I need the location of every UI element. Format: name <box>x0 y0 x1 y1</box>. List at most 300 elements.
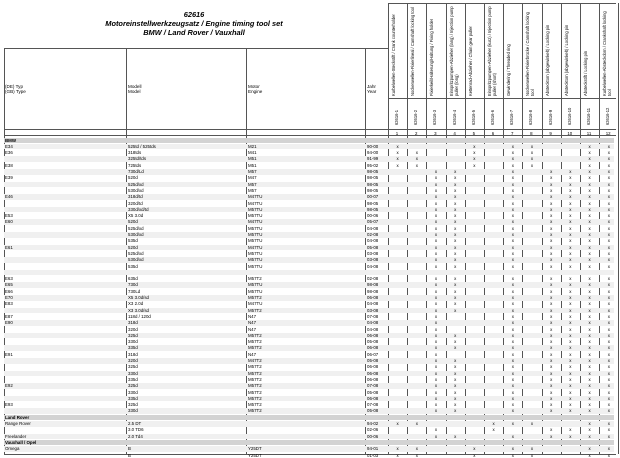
header-year-gb: Year <box>367 89 376 94</box>
fitment-mark: x <box>601 364 617 370</box>
fitment-mark: x <box>428 301 444 307</box>
fitment-mark: x <box>582 301 598 307</box>
fitment-mark: x <box>447 402 463 408</box>
fitment-mark: x <box>466 453 482 458</box>
fitment-mark: x <box>505 150 521 156</box>
fitment-mark: x <box>428 213 444 219</box>
fitment-mark: x <box>447 175 463 181</box>
tool-code-cell <box>428 100 444 128</box>
model-year: 06-08 <box>367 345 389 351</box>
fitment-mark: x <box>447 169 463 175</box>
model-year: 07-08 <box>367 314 389 320</box>
header-type-de: (DE) Typ <box>5 84 23 89</box>
fitment-mark: x <box>524 421 540 427</box>
fitment-mark: x <box>582 156 598 162</box>
fitment-mark: x <box>543 219 559 225</box>
fitment-mark: x <box>562 282 578 288</box>
fitment-mark: x <box>543 207 559 213</box>
fitment-mark: x <box>601 333 617 339</box>
tool-number: 6 <box>485 131 501 136</box>
tool-code: 62616-6 <box>491 110 496 125</box>
fitment-mark: x <box>505 194 521 200</box>
fitment-mark: x <box>582 427 598 433</box>
fitment-mark: x <box>601 408 617 414</box>
tool-code-cell <box>524 100 540 128</box>
vehicle-model: 335d <box>128 377 244 383</box>
fitment-mark: x <box>543 226 559 232</box>
vehicle-model: 2.5 DT <box>128 421 244 427</box>
tool-description-cell <box>428 4 444 98</box>
fitment-mark: x <box>562 358 578 364</box>
fitment-mark: x <box>601 320 617 326</box>
vehicle-type: E60 <box>5 219 123 225</box>
fitment-mark: x <box>390 150 406 156</box>
fitment-mark: x <box>543 402 559 408</box>
part-number: 62616 <box>0 10 388 19</box>
engine-code: N47 <box>248 314 364 320</box>
table-row <box>4 264 614 270</box>
table-row <box>4 226 614 232</box>
model-year: 00-07 <box>367 194 389 200</box>
fitment-mark: x <box>601 427 617 433</box>
fitment-mark: x <box>562 226 578 232</box>
vehicle-model: 3.0 TD6 <box>128 427 244 433</box>
fitment-mark: x <box>447 245 463 251</box>
vehicle-model: 525d/xd <box>128 182 244 188</box>
grid-horizontal-line <box>388 98 616 99</box>
table-row <box>4 257 614 263</box>
table-row <box>4 213 614 219</box>
fitment-mark: x <box>601 238 617 244</box>
model-year: 06-08 <box>367 396 389 402</box>
fitment-mark: x <box>582 188 598 194</box>
fitment-mark: x <box>428 188 444 194</box>
tool-description-cell <box>601 4 617 98</box>
fitment-mark: x <box>428 434 444 440</box>
fitment-mark: x <box>601 402 617 408</box>
tool-number: 4 <box>447 131 463 136</box>
engine-code: M57T2 <box>248 396 364 402</box>
fitment-mark: x <box>582 257 598 263</box>
tool-code: 62616-7 <box>510 110 515 125</box>
vehicle-model: 530d/xd <box>128 257 244 263</box>
fitment-mark: x <box>447 377 463 383</box>
model-year: 94-01 <box>367 446 389 452</box>
fitment-mark: x <box>524 453 540 458</box>
fitment-mark: x <box>505 320 521 326</box>
fitment-mark: x <box>601 345 617 351</box>
engine-code: M57T2 <box>248 339 364 345</box>
grid-horizontal-line <box>388 3 616 4</box>
fitment-mark: x <box>562 169 578 175</box>
fitment-mark: x <box>505 282 521 288</box>
fitment-mark: x <box>601 219 617 225</box>
engine-code: M57T2 <box>248 364 364 370</box>
fitment-mark: x <box>582 182 598 188</box>
table-row <box>4 270 614 276</box>
fitment-mark: x <box>582 308 598 314</box>
fitment-mark: x <box>582 175 598 181</box>
fitment-mark: x <box>447 238 463 244</box>
model-year: 98-05 <box>367 201 389 207</box>
model-year: 05-07 <box>367 219 389 225</box>
fitment-mark: x <box>505 453 521 458</box>
fitment-mark: x <box>486 421 502 427</box>
fitment-mark: x <box>447 282 463 288</box>
fitment-mark: x <box>447 232 463 238</box>
fitment-mark: x <box>447 371 463 377</box>
model-year: 94-02 <box>367 421 389 427</box>
table-row <box>4 182 614 188</box>
fitment-mark: x <box>543 194 559 200</box>
vehicle-model: 330d/xd/td <box>128 207 244 213</box>
vehicle-model: 330d <box>128 339 244 345</box>
vehicle-model: 520d <box>128 175 244 181</box>
fitment-mark: x <box>447 264 463 270</box>
fitment-mark: x <box>562 232 578 238</box>
engine-code: M57T2 <box>248 402 364 408</box>
vehicle-type: E93 <box>5 402 123 408</box>
vehicle-type: E87 <box>5 314 123 320</box>
fitment-mark: x <box>562 257 578 263</box>
engine-code: M57T2 <box>248 408 364 414</box>
fitment-mark: x <box>524 156 540 162</box>
fitment-mark: x <box>543 408 559 414</box>
table-row <box>4 308 614 314</box>
table-row <box>4 339 614 345</box>
fitment-mark: x <box>543 339 559 345</box>
fitment-mark: x <box>409 163 425 169</box>
model-year: 04-08 <box>367 327 389 333</box>
table-row <box>4 194 614 200</box>
engine-code: M47TU <box>248 219 364 225</box>
model-year: 05-08 <box>367 408 389 414</box>
fitment-mark: x <box>582 383 598 389</box>
fitment-mark: x <box>428 314 444 320</box>
fitment-mark: x <box>543 352 559 358</box>
engine-code: M57TU <box>248 232 364 238</box>
fitment-mark: x <box>428 226 444 232</box>
table-section-row <box>4 440 614 446</box>
fitment-mark: x <box>582 371 598 377</box>
fitment-mark: x <box>582 364 598 370</box>
tool-code: 62616-1 <box>395 110 400 125</box>
fitment-mark: x <box>601 201 617 207</box>
table-row <box>4 245 614 251</box>
fitment-mark: x <box>543 345 559 351</box>
vehicle-model: B <box>128 453 244 458</box>
vehicle-type: E63 <box>5 276 123 282</box>
fitment-mark: x <box>447 207 463 213</box>
fitment-mark: x <box>447 257 463 263</box>
fitment-mark: x <box>601 251 617 257</box>
fitment-mark: x <box>447 201 463 207</box>
fitment-mark: x <box>601 188 617 194</box>
fitment-mark: x <box>428 345 444 351</box>
model-year: 03-08 <box>367 251 389 257</box>
table-row <box>4 427 614 433</box>
fitment-mark: x <box>582 251 598 257</box>
fitment-mark: x <box>601 327 617 333</box>
vehicle-type: E83 <box>5 301 123 307</box>
fitment-mark: x <box>562 327 578 333</box>
table-row <box>4 276 614 282</box>
table-row <box>4 421 614 427</box>
table-row <box>4 377 614 383</box>
vehicle-type: Range Rover <box>5 421 123 427</box>
fitment-mark: x <box>505 421 521 427</box>
fitment-mark: x <box>582 327 598 333</box>
fitment-mark: x <box>505 226 521 232</box>
fitment-mark: x <box>543 390 559 396</box>
header-year: Jahr <box>367 84 376 89</box>
model-year: 02-08 <box>367 276 389 282</box>
fitment-mark: x <box>466 446 482 452</box>
table-row <box>4 150 614 156</box>
engine-code: M57TU <box>248 238 364 244</box>
vehicle-model: 318d/td <box>128 194 244 200</box>
fitment-mark: x <box>505 182 521 188</box>
fitment-mark: x <box>582 169 598 175</box>
fitment-mark: x <box>601 169 617 175</box>
fitment-mark: x <box>447 339 463 345</box>
fitment-mark: x <box>543 175 559 181</box>
model-year: 05-08 <box>367 390 389 396</box>
model-year: 06-08 <box>367 333 389 339</box>
fitment-mark: x <box>582 408 598 414</box>
fitment-mark: x <box>524 144 540 150</box>
fitment-mark: x <box>562 339 578 345</box>
table-row <box>4 169 614 175</box>
tool-description: Nockenwellen-Fixierbrücke / Camshaft locking tool <box>526 6 536 96</box>
header-engine-de: Motor <box>248 84 260 89</box>
fitment-mark: x <box>447 345 463 351</box>
fitment-mark: x <box>562 194 578 200</box>
engine-code: N47 <box>248 327 364 333</box>
engine-code: M57T2 <box>248 377 364 383</box>
fitment-mark: x <box>447 301 463 307</box>
fitment-mark: x <box>543 232 559 238</box>
fitment-mark: x <box>505 301 521 307</box>
fitment-mark: x <box>505 402 521 408</box>
fitment-mark: x <box>582 289 598 295</box>
model-year: 02-08 <box>367 232 389 238</box>
fitment-mark: x <box>543 188 559 194</box>
fitment-mark: x <box>543 245 559 251</box>
fitment-mark: x <box>505 333 521 339</box>
tool-code: 62616-10 <box>568 108 573 125</box>
table-row <box>4 327 614 333</box>
fitment-mark: x <box>562 345 578 351</box>
fitment-mark: x <box>428 219 444 225</box>
fitment-mark: x <box>505 408 521 414</box>
fitment-mark: x <box>543 276 559 282</box>
model-year: 91-99 <box>367 156 389 162</box>
table-row <box>4 314 614 320</box>
tool-description-cell <box>544 4 560 98</box>
tool-number: 9 <box>543 131 559 136</box>
fitment-mark: x <box>543 434 559 440</box>
tool-description-cell <box>505 4 521 98</box>
fitment-mark: x <box>505 377 521 383</box>
fitment-mark: x <box>409 421 425 427</box>
fitment-mark: x <box>447 408 463 414</box>
header-model-de: Modell <box>128 84 142 89</box>
fitment-mark: x <box>562 352 578 358</box>
fitment-mark: x <box>601 314 617 320</box>
vehicle-model: 525d/xd <box>128 226 244 232</box>
table-row <box>4 364 614 370</box>
fitment-mark: x <box>601 282 617 288</box>
tool-description: Kettenrad-Abzieher / Chain gear puller <box>469 6 474 96</box>
model-year: 98-08 <box>367 282 389 288</box>
vehicle-model: 530d/xd <box>128 232 244 238</box>
vehicle-model: 325td/tds <box>128 156 244 162</box>
fitment-mark: x <box>562 175 578 181</box>
engine-code: N47 <box>248 352 364 358</box>
fitment-mark: x <box>543 427 559 433</box>
engine-code: M47TU <box>248 245 364 251</box>
fitment-mark: x <box>505 446 521 452</box>
table-row <box>4 219 614 225</box>
grid-horizontal-line <box>4 135 616 136</box>
title-line-2: BMW / Land Rover / Vauxhall <box>0 28 388 37</box>
table-row <box>4 207 614 213</box>
fitment-mark: x <box>447 390 463 396</box>
fitment-mark: x <box>543 169 559 175</box>
fitment-mark: x <box>601 377 617 383</box>
fitment-mark: x <box>505 144 521 150</box>
engine-code: N47 <box>248 320 364 326</box>
section-label: BMW <box>5 138 205 144</box>
fitment-mark: x <box>447 364 463 370</box>
fitment-mark: x <box>447 396 463 402</box>
model-year: 04-08 <box>367 320 389 326</box>
fitment-mark: x <box>447 226 463 232</box>
engine-code: M57T2 <box>248 383 364 389</box>
fitment-mark: x <box>601 232 617 238</box>
fitment-mark: x <box>505 289 521 295</box>
fitment-mark: x <box>447 295 463 301</box>
fitment-mark: x <box>466 156 482 162</box>
model-year: 02-06 <box>367 427 389 433</box>
tool-number: 10 <box>562 131 578 136</box>
fitment-mark: x <box>428 251 444 257</box>
fitment-mark: x <box>524 446 540 452</box>
vehicle-model: 335d <box>128 396 244 402</box>
vehicle-model: 535d <box>128 264 244 270</box>
vehicle-model: 325d <box>128 383 244 389</box>
model-year: 04-08 <box>367 226 389 232</box>
engine-code: M57TU <box>248 282 364 288</box>
engine-code: M47TU <box>248 201 364 207</box>
grid-horizontal-line <box>4 129 616 130</box>
engine-code: M57T2 <box>248 333 364 339</box>
fitment-mark: x <box>505 371 521 377</box>
fitment-mark: x <box>601 156 617 162</box>
fitment-mark: x <box>582 232 598 238</box>
fitment-mark: x <box>505 345 521 351</box>
fitment-mark: x <box>562 251 578 257</box>
fitment-mark: x <box>582 345 598 351</box>
vehicle-type: E70 <box>5 295 123 301</box>
fitment-mark: x <box>543 301 559 307</box>
fitment-mark: x <box>582 295 598 301</box>
table-row <box>4 301 614 307</box>
tool-code-cell <box>467 100 483 128</box>
vehicle-type: Freelander <box>5 434 123 440</box>
tool-description: Kurbelwellen-Steckstift / Crank counterholder <box>392 6 397 96</box>
fitment-mark: x <box>447 182 463 188</box>
engine-code: M57TU <box>248 213 364 219</box>
tool-code-cell <box>544 100 560 128</box>
fitment-mark: x <box>562 427 578 433</box>
fitment-mark: x <box>505 264 521 270</box>
fitment-mark: x <box>543 264 559 270</box>
fitment-mark: x <box>447 219 463 225</box>
model-year: 07-08 <box>367 383 389 389</box>
tool-code-cell <box>582 100 598 128</box>
fitment-mark: x <box>428 257 444 263</box>
fitment-mark: x <box>543 213 559 219</box>
fitment-mark: x <box>543 314 559 320</box>
table-row <box>4 163 614 169</box>
tool-code: 62616-2 <box>414 110 419 125</box>
fitment-mark: x <box>505 308 521 314</box>
table-row <box>4 358 614 364</box>
fitment-mark: x <box>428 264 444 270</box>
section-label: Vauxhall / Opel <box>5 440 205 446</box>
fitment-mark: x <box>562 390 578 396</box>
fitment-mark: x <box>562 207 578 213</box>
model-year: 04-08 <box>367 301 389 307</box>
fitment-mark: x <box>562 308 578 314</box>
fitment-mark: x <box>543 383 559 389</box>
fitment-mark: x <box>428 238 444 244</box>
fitment-mark: x <box>505 314 521 320</box>
table-row <box>4 408 614 414</box>
model-year: 98-05 <box>367 175 389 181</box>
vehicle-type: E39 <box>5 175 123 181</box>
vehicle-model: 725tds <box>128 163 244 169</box>
fitment-mark: x <box>447 358 463 364</box>
fitment-mark: x <box>543 333 559 339</box>
engine-code: M57 <box>248 188 364 194</box>
fitment-mark: x <box>601 150 617 156</box>
fitment-mark: x <box>428 276 444 282</box>
fitment-mark: x <box>447 194 463 200</box>
tool-code: 62616-3 <box>433 110 438 125</box>
tool-number: 5 <box>466 131 482 136</box>
fitment-mark: x <box>601 390 617 396</box>
fitment-mark: x <box>428 169 444 175</box>
engine-code: M57TU <box>248 264 364 270</box>
tool-code-cell <box>486 100 502 128</box>
model-year: 98-08 <box>367 289 389 295</box>
fitment-mark: x <box>543 251 559 257</box>
fitment-mark: x <box>562 201 578 207</box>
fitment-mark: x <box>562 320 578 326</box>
engine-code: M21 <box>248 144 364 150</box>
document-title <box>0 10 388 37</box>
fitment-mark: x <box>505 434 521 440</box>
tool-description-cell <box>467 4 483 98</box>
fitment-mark: x <box>601 289 617 295</box>
table-row <box>4 238 614 244</box>
table-row <box>4 188 614 194</box>
fitment-mark: x <box>505 339 521 345</box>
fitment-mark: x <box>601 207 617 213</box>
